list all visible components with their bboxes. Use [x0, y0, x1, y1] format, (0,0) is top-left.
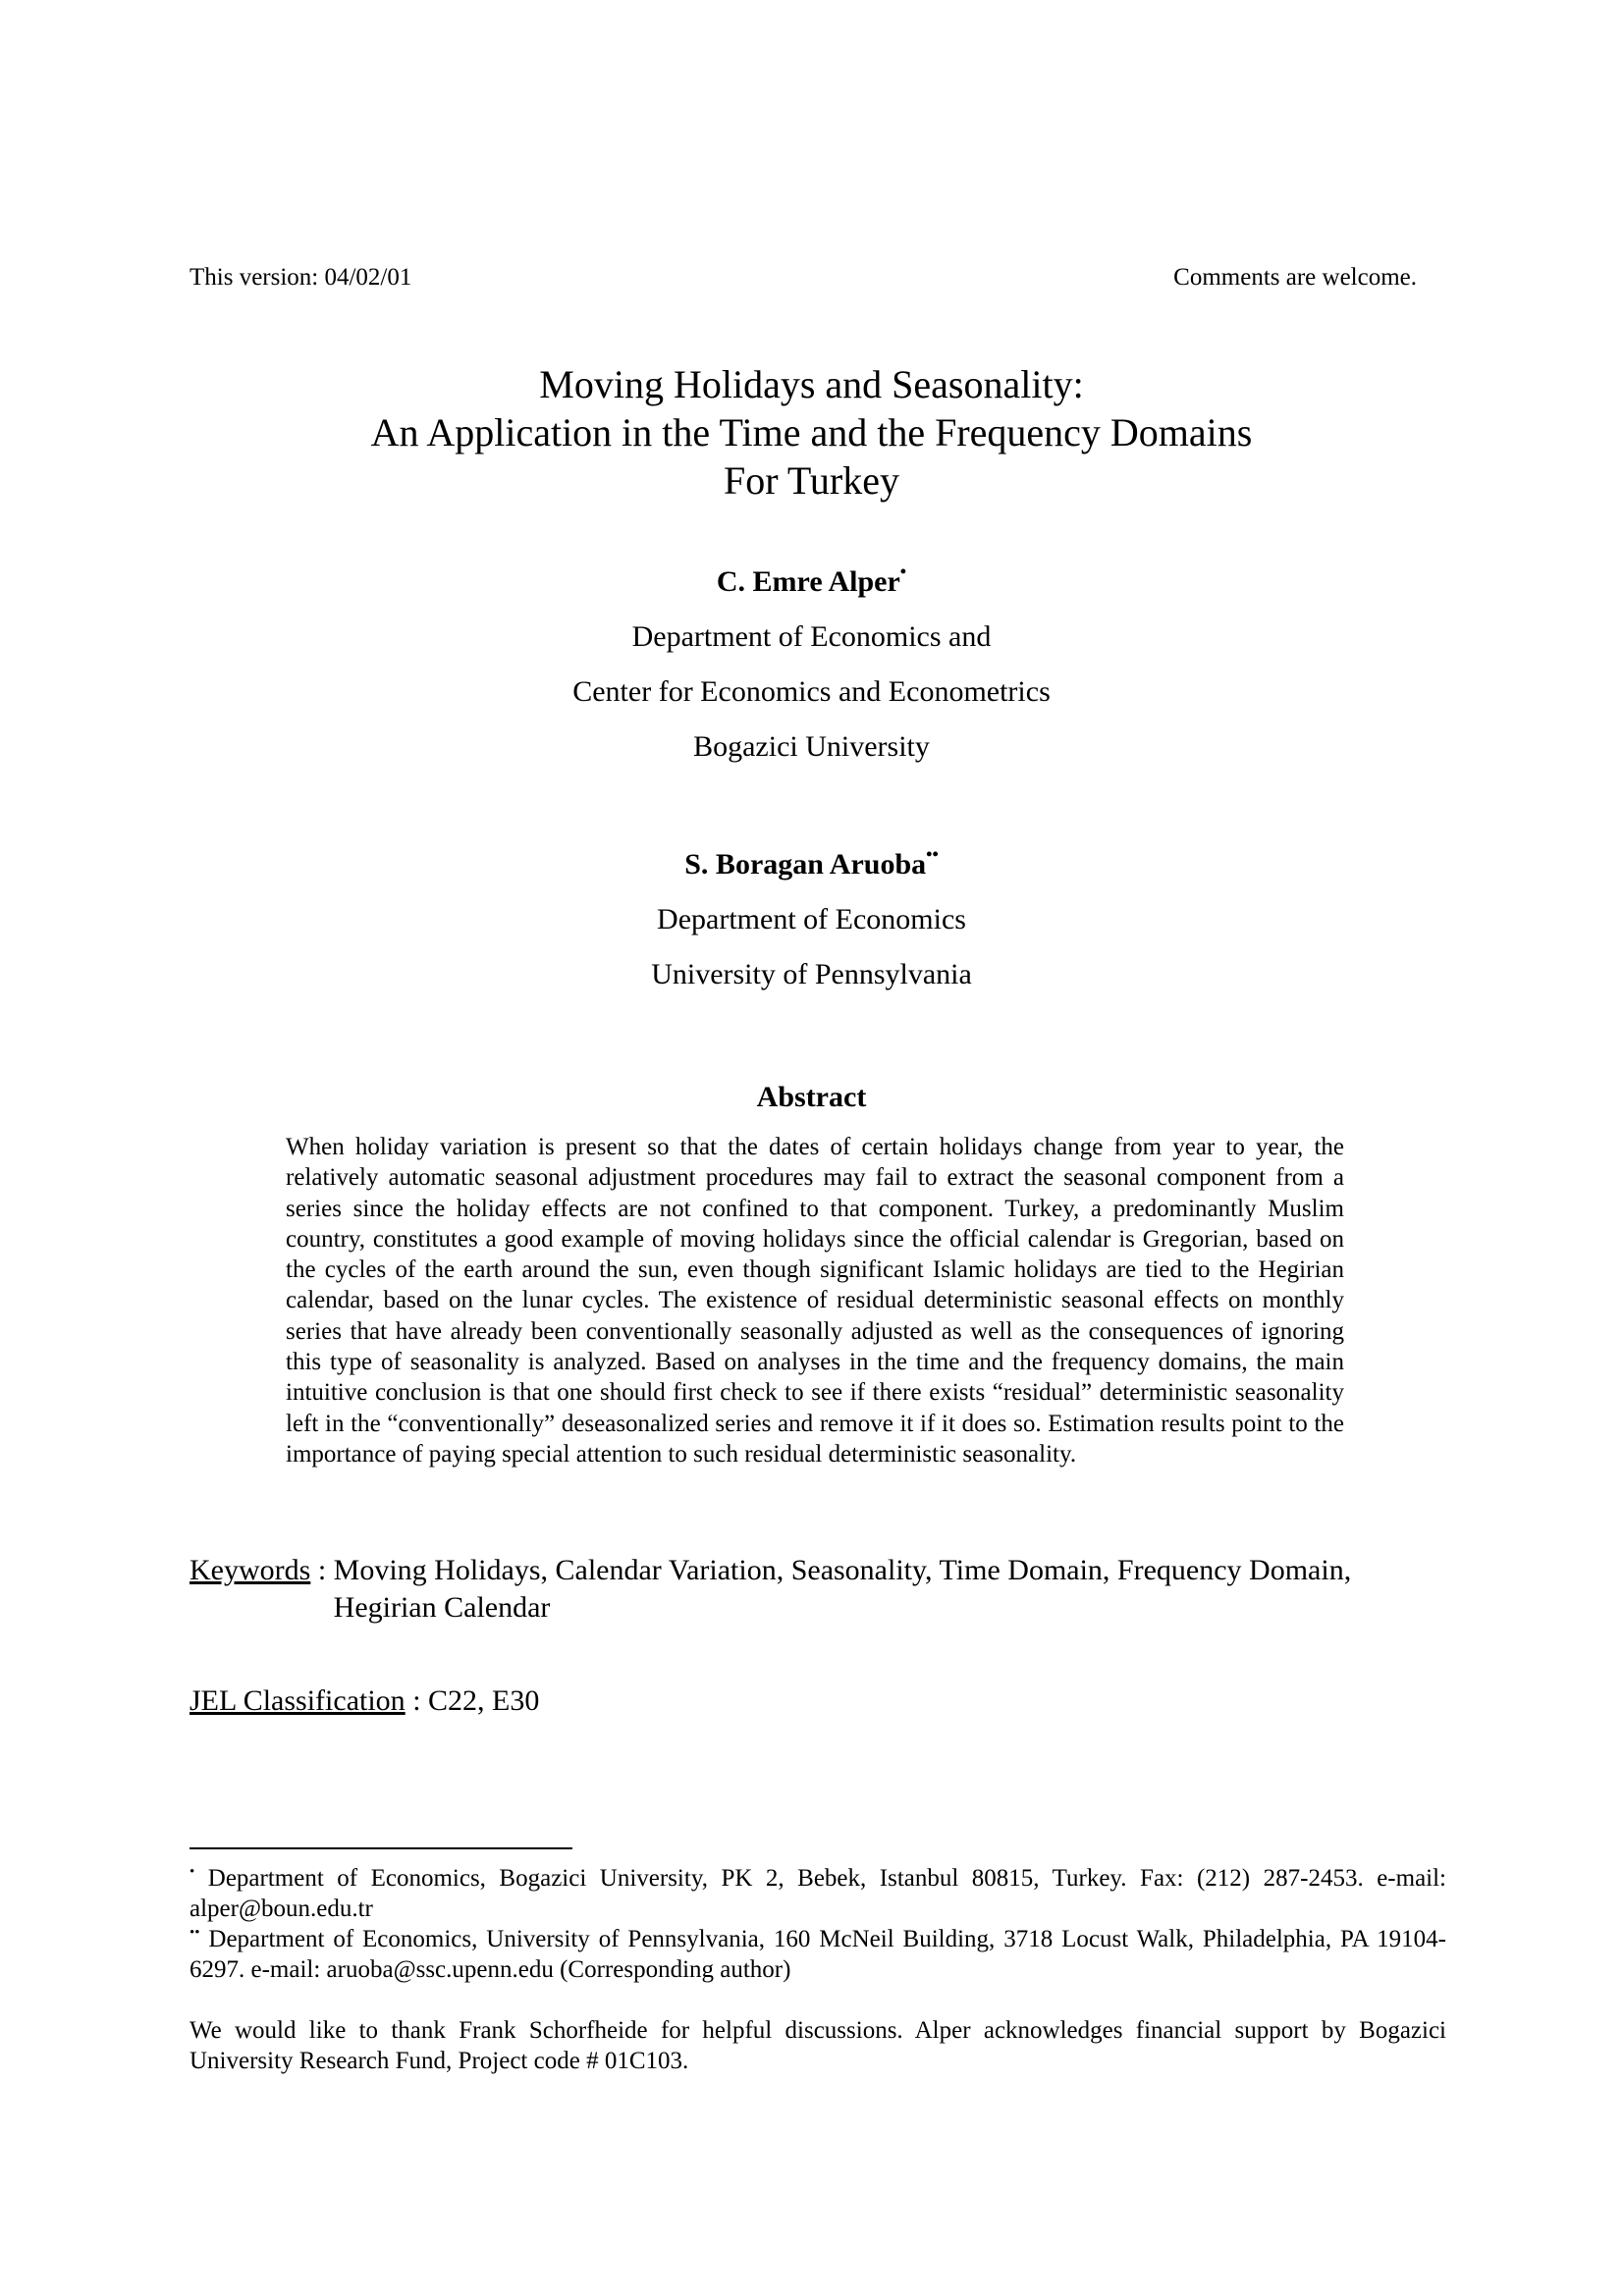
footnote-divider [189, 1847, 572, 1849]
footnote-text: Department of Economics, Bogazici University, PK 2, Bebek, Istanbul 80815, Turkey. Fax: (212) 287-2453. e-mail: alper@boun.edu.tr [189, 1865, 1446, 1922]
keywords-separator: : [310, 1554, 334, 1586]
page-header [189, 263, 1417, 293]
affiliation-line: Department of Economics and [631, 620, 992, 653]
footnote [189, 1863, 1446, 1924]
footnotes [189, 1863, 1446, 2076]
title-line-3: For Turkey [724, 458, 899, 503]
keywords-text: Moving Holidays, Calendar Variation, Seasonality, Time Domain, Frequency Domain, Hegirian Calendar [333, 1554, 1352, 1624]
footnote-mark: •• [189, 1925, 200, 1941]
author-block-2 [0, 845, 1623, 994]
keywords [189, 1552, 1427, 1627]
author-name [0, 562, 1623, 602]
author-name [0, 845, 1623, 884]
title-line-1: Moving Holidays and Seasonality: [539, 362, 1084, 406]
abstract-heading: Abstract [756, 1081, 867, 1113]
jel-classification [189, 1682, 539, 1720]
keywords-label: Keywords [189, 1554, 311, 1586]
author-name-text: C. Emre Alper [716, 565, 900, 598]
jel-separator: : [405, 1684, 429, 1717]
author-block-1 [0, 562, 1623, 767]
author-footnote-mark: •• [926, 844, 939, 864]
title-line-2: An Application in the Time and the Frequency Domains [370, 410, 1253, 454]
author-name-text: S. Boragan Aruoba [684, 848, 927, 881]
affiliation-line: University of Pennsylvania [651, 958, 972, 990]
jel-codes: C22, E30 [428, 1684, 540, 1717]
version-label: This version: 04/02/01 [189, 264, 412, 291]
affiliation-line: Center for Economics and Econometrics [572, 675, 1051, 708]
abstract-text: When holiday variation is present so that the dates of certain holidays change from year to year, the relatively automatic seasonal adjustment procedures may fail to extract the seasonal component from a series since the holiday effects are not confined to that component. Turkey, a predominantly Muslim country, constitutes a good example of moving holidays since the official calendar is Gregorian, based on the cycles of the earth around the sun, even though significant Islamic holidays are tied to the Hegirian calendar, based on the lunar cycles. The existence of residual deterministic seasonal effects on monthly series that have already been conventionally seasonally adjusted as well as the consequences of ignoring this type of seasonality is analyzed. Based on analyses in the time and the frequency domains, the main intuitive conclusion is that one should first check to see if there exists “residual” deterministic seasonality left in the “conventionally” deseasonalized series and remove it if it does so. Estimation results point to the importance of paying special attention to such residual deterministic seasonality. [286, 1134, 1344, 1468]
affiliation-line: Department of Economics [657, 903, 966, 935]
jel-label: JEL Classification [189, 1684, 406, 1717]
comments-label: Comments are welcome. [1173, 264, 1417, 291]
author-footnote-mark: • [899, 561, 907, 581]
footnote-text: Department of Economics, University of Pennsylvania, 160 McNeil Building, 3718 Locust Walk, Philadelphia, PA 19104-6297. e-mail: aruoba@ssc.upenn.edu (Corresponding author) [189, 1926, 1446, 1983]
footnote-mark: • [189, 1864, 195, 1880]
footnote [189, 1924, 1446, 1985]
acknowledgement: We would like to thank Frank Schorfheide for helpful discussions. Alper acknowledges financial support by Bogazici University Research Fund, Project code # 01C103. [189, 2017, 1446, 2074]
affiliation-line: Bogazici University [693, 730, 930, 763]
paper-title [0, 360, 1623, 505]
